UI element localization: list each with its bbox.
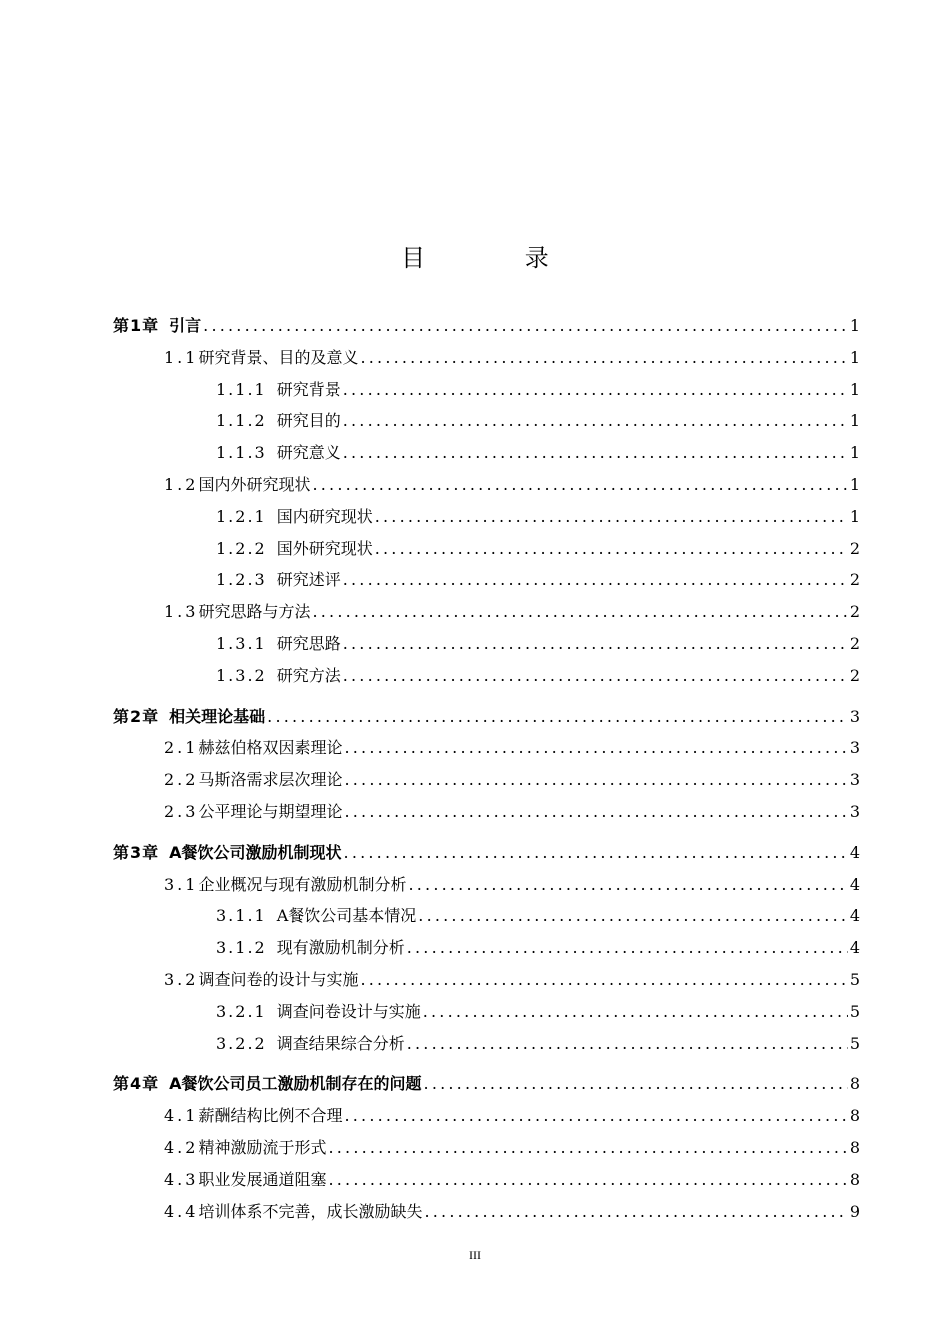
toc-entry-number: 3.2 [164,970,199,989]
toc-entry-title: 职业发展通道阻塞 [198,1169,327,1189]
toc-entry-number: 1.3 [164,602,199,622]
toc-entry-number: 3.2.1 [216,1001,267,1021]
toc-entry[interactable] [164,732,860,758]
toc-entry-page: 8 [849,1106,860,1126]
toc-entry-number: 4.1 [164,1106,199,1126]
toc-entry-title: 研究思路与方法 [198,602,311,622]
toc-entry-title: 公平理论与期望理论 [198,802,343,821]
toc-entry-number: 3.1.2 [216,938,267,958]
toc-dot-leader [312,602,847,622]
toc-entry-number: 2.2 [164,770,199,790]
toc-entry-page: 2 [849,665,860,685]
toc-entry-title: 研究思路 [276,634,341,653]
toc-entry-number: 1.2.1 [216,506,267,526]
toc-dot-leader [343,411,848,431]
toc-entry-title: 企业概况与现有激励机制分析 [198,874,407,894]
toc-entry-page: 8 [849,1169,860,1189]
toc-dot-leader [343,666,848,686]
toc-entry-title: A餐饮公司激励机制现状 [169,842,342,862]
toc-entry-page: 2 [849,634,860,653]
toc-entry[interactable] [216,437,860,463]
toc-entry-page: 4 [849,874,860,894]
toc-entry-title: 引言 [169,316,202,335]
toc-entry-title: 培训体系不完善，成长激励缺失 [198,1201,423,1221]
toc-entry-page: 1 [849,316,860,335]
toc-dot-leader [343,570,848,590]
toc-entry-page: 4 [849,842,860,862]
toc-entry[interactable] [216,932,860,958]
toc-entry-title: 相关理论基础 [169,706,266,726]
toc-entry-page: 8 [849,1138,860,1157]
toc-entry-page: 3 [849,770,860,790]
toc-entry-title: 研究背景 [276,379,341,399]
toc-dot-leader [424,1074,848,1094]
toc-entry-title: 调查结果综合分析 [276,1033,405,1053]
toc-entry-page: 1 [849,347,860,367]
toc-entry[interactable] [216,1028,860,1054]
toc-dot-leader [344,738,847,758]
toc-dot-leader [360,970,847,990]
toc-entry-number: 4.3 [164,1169,199,1189]
toc-entry-page: 1 [849,411,860,431]
toc-entry-title: 调查问卷设计与实施 [276,1001,421,1021]
toc-entry-number: 第1章 [113,316,160,335]
toc-entry-title: 国内研究现状 [276,506,373,526]
toc-entry[interactable] [164,764,860,790]
toc-entry-number: 1.2.2 [216,538,267,558]
toc-entry[interactable] [216,533,860,559]
toc-dot-leader [360,348,847,368]
toc-dot-leader [344,843,848,863]
toc-dot-leader [344,770,847,790]
toc-dot-leader [328,1138,847,1158]
toc-dot-leader [328,1170,847,1190]
toc-entry[interactable] [113,701,860,727]
toc-entry-page: 5 [849,1001,860,1021]
toc-dot-leader [343,380,848,400]
toc-dot-leader [344,802,847,822]
toc-dot-leader [267,707,848,727]
toc-entry-page: 1 [849,475,860,494]
toc-entry-title: 研究方法 [276,665,341,685]
toc-entry-page: 8 [849,1074,860,1094]
toc-dot-leader [418,906,848,926]
toc-entry[interactable] [113,310,860,336]
toc-dot-leader [375,539,848,559]
toc-entry[interactable] [216,900,860,926]
toc-entry-page: 3 [849,706,860,726]
toc-entry-page: 1 [849,379,860,399]
toc-entry-title: 薪酬结构比例不合理 [198,1106,343,1126]
toc-entry-number: 1.1.2 [216,411,267,431]
toc-entry-title: A餐饮公司员工激励机制存在的问题 [169,1074,422,1094]
toc-entry-number: 3.1 [164,874,199,894]
toc-entry[interactable] [216,374,860,400]
toc-entry-page: 4 [849,906,860,926]
toc-dot-leader [408,875,847,895]
toc-entry-number: 1.2.3 [216,570,267,590]
toc-dot-leader [343,443,848,463]
toc-entry-title: 国外研究现状 [276,538,373,558]
toc-entry-page: 2 [849,538,860,558]
page-title: 目 录 [401,244,595,272]
toc-entry-number: 3.1.1 [216,906,267,926]
toc-entry-number: 3.2.2 [216,1033,267,1053]
toc-entry-page: 5 [849,1033,860,1053]
toc-dot-leader [203,316,848,336]
toc-dot-leader [407,1034,848,1054]
toc-entry-page: 1 [849,443,860,463]
toc-dot-leader [375,507,848,527]
toc-entry-number: 1.1.3 [216,443,267,463]
toc-entry-number: 4.2 [164,1138,199,1157]
toc-entry-title: 赫兹伯格双因素理论 [198,738,343,758]
toc-entry-title: A餐饮公司基本情况 [276,906,417,926]
toc-entry-number: 2.3 [164,802,199,821]
toc-entry-number: 4.4 [164,1201,199,1221]
toc-dot-leader [424,1202,847,1222]
page-number-footer: III [469,1248,481,1262]
toc-entry[interactable] [216,405,860,431]
toc-entry-page: 2 [849,602,860,622]
toc-entry[interactable] [164,964,860,990]
toc-entry-title: 研究目的 [276,411,341,431]
toc-entry[interactable] [164,1196,860,1222]
toc-dot-leader [407,938,848,958]
toc-entry-title: 研究背景、目的及意义 [198,347,359,367]
toc-entry[interactable] [216,501,860,527]
toc-dot-leader [423,1002,848,1022]
toc-entry-title: 精神激励流于形式 [198,1138,327,1157]
toc-dot-leader [312,475,847,495]
toc-entry[interactable] [164,796,860,822]
toc-entry-page: 2 [849,570,860,590]
toc-entry-page: 1 [849,506,860,526]
toc-entry-title: 国内外研究现状 [198,475,311,494]
toc-entry[interactable] [164,1100,860,1126]
toc-entry-title: 研究意义 [276,443,341,463]
toc-entry[interactable] [164,596,860,622]
toc-entry[interactable] [113,837,860,863]
toc-entry-number: 第3章 [113,842,160,862]
toc-entry[interactable] [164,342,860,368]
toc-entry-title: 调查问卷的设计与实施 [198,970,359,989]
toc-entry-title: 研究述评 [276,570,341,590]
toc-entry-page: 3 [849,802,860,821]
toc-entry[interactable] [216,660,860,686]
toc-entry-page: 5 [849,970,860,989]
toc-entry-number: 第2章 [113,706,160,726]
toc-entry-page: 4 [849,938,860,958]
toc-entry[interactable] [216,996,860,1022]
toc-entry-page: 9 [849,1201,860,1221]
toc-entry[interactable] [164,1164,860,1190]
toc-entry-number: 1.3.2 [216,665,267,685]
toc-entry[interactable] [216,564,860,590]
toc-entry-title: 马斯洛需求层次理论 [198,770,343,790]
toc-entry-number: 1.2 [164,475,199,494]
toc-entry[interactable] [164,469,860,495]
toc-entry-number: 2.1 [164,738,199,758]
toc-entry-number: 1.1 [164,347,199,367]
toc-dot-leader [344,1106,847,1126]
toc-entry[interactable] [164,1132,860,1158]
toc-entry-number: 1.3.1 [216,634,267,653]
toc-entry[interactable] [164,869,860,895]
toc-entry-number: 1.1.1 [216,379,267,399]
toc-dot-leader [343,634,848,654]
toc-entry[interactable] [216,628,860,654]
toc-entry-number: 第4章 [113,1074,160,1094]
toc-entry-title: 现有激励机制分析 [276,938,405,958]
toc-entry-page: 3 [849,738,860,758]
toc-entry[interactable] [113,1068,860,1094]
